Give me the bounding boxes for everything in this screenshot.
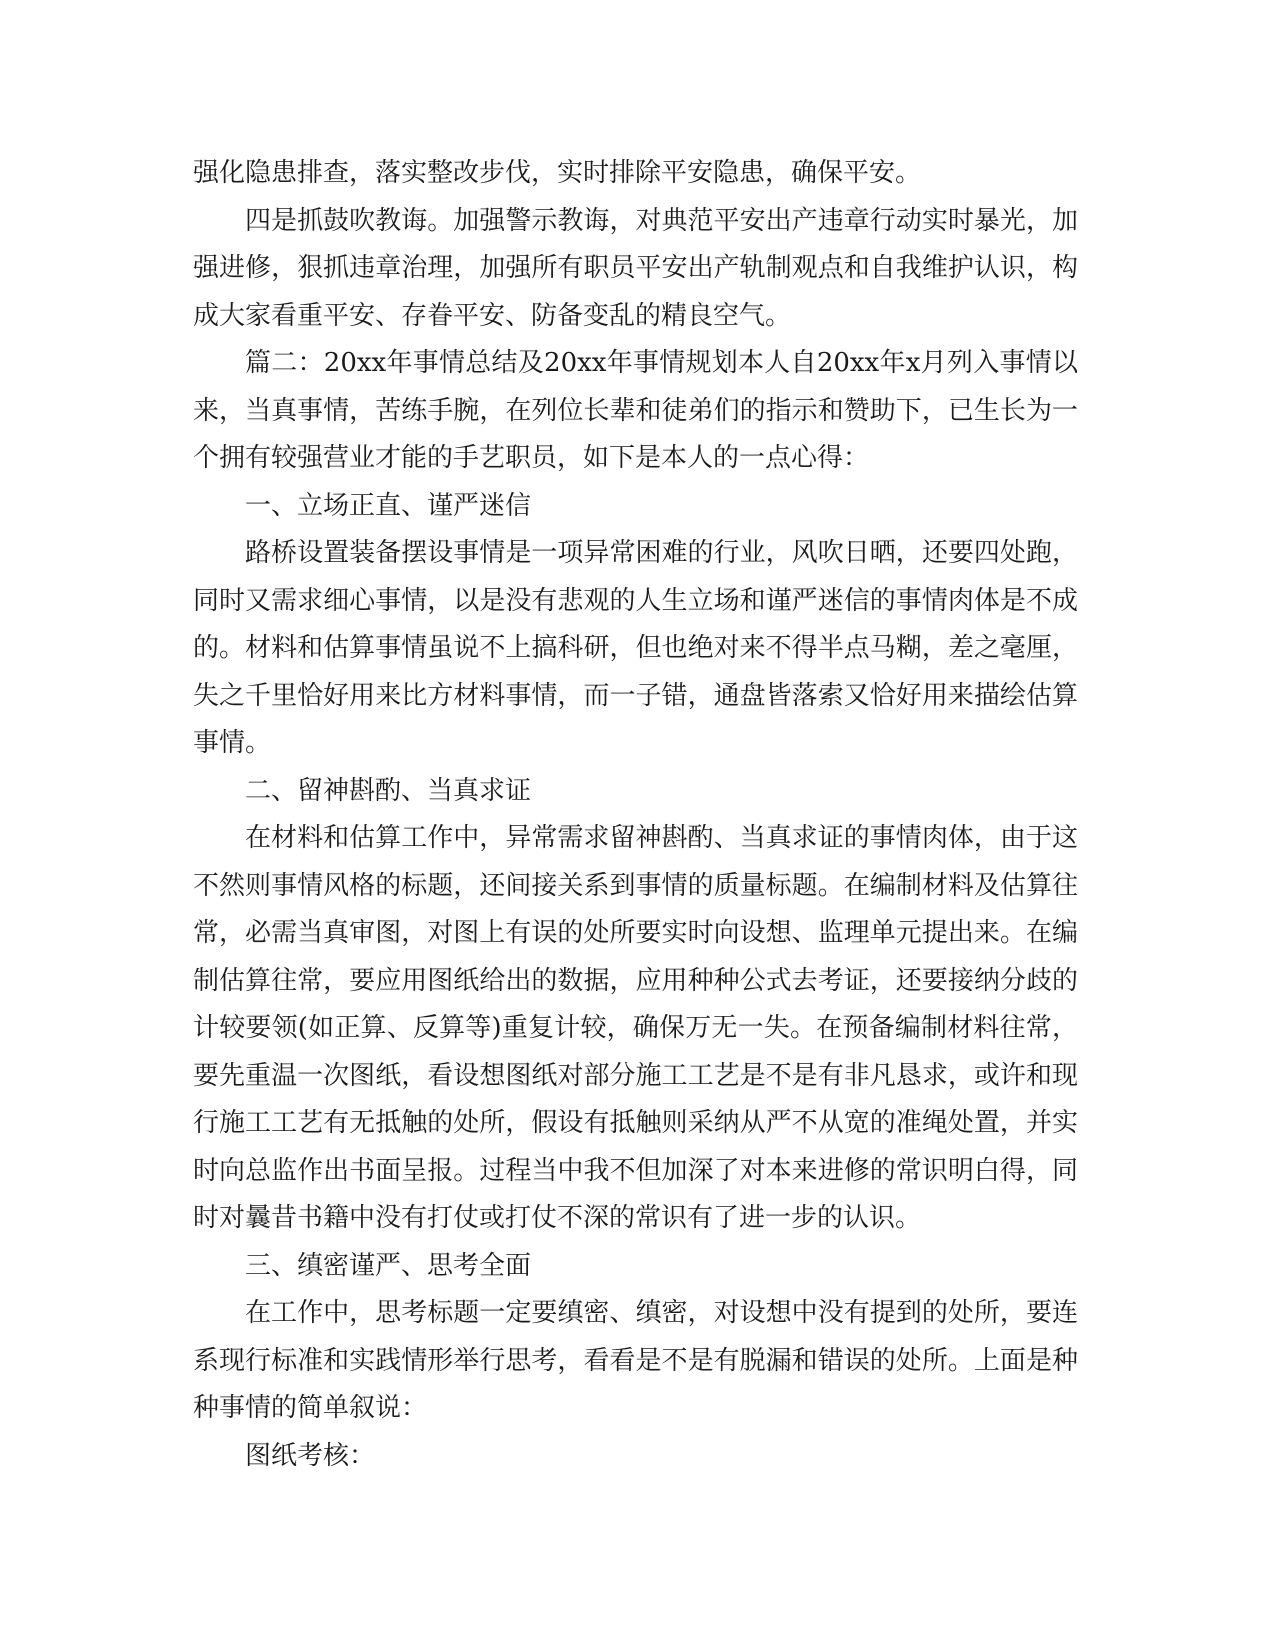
section-heading-1: 一、立场正直、谨严迷信 [245,490,532,521]
paragraph-4: 路桥设置装备摆设事情是一项异常困难的行业，风吹日晒，还要四处跑，同时又需求细心事情，以是没有悲观的人生立场和谨严迷信的事情肉体是不成的。材料和估算事情虽说不上搞科研，但也绝对来不得半点马糊，差之毫厘，失之千里恰好用来比方材料事情，而一子错，通盘皆落索又恰好用来描绘估算事情。 [193,538,1078,758]
paragraph-5: 在材料和估算工作中，异常需求留神斟酌、当真求证的事情肉体，由于这不然则事情风格的标题，还间接关系到事情的质量标题。在编制材料及估算往常，必需当真审图，对图上有误的处所要实时向设想、监理单元提出来。在编制估算往常，要应用图纸给出的数据，应用种种公式去考证，还要接纳分歧的计较要领(如正算、反算等)重复计较，确保万无一失。在预备编制材料往常，要先重温一次图纸，看设想图纸对部分施工工艺是不是有非凡恳求，或许和现行施工工艺有无抵触的处所，假设有抵触则采纳从严不从宽的准绳处置，并实时向总监作出书面呈报。过程当中我不但加深了对本来进修的常识明白得，同时对曩昔书籍中没有打仗或打仗不深的常识有了进一步的认识。 [193,823,1078,1233]
paragraph-1: 强化隐患排查，落实整改步伐，实时排除平安隐患，确保平安。 [193,158,922,188]
document-body [193,150,1078,1480]
paragraph-3: 篇二：20xx年事情总结及20xx年事情规划本人自20xx年x月列入事情以来，当真事情，苦练手腕，在列位长辈和徒弟们的指示和赞助下，已生长为一个拥有较强营业才能的手艺职员，如下是本人的一点心得： [193,348,1078,473]
subheading-drawing-review: 图纸考核： [245,1440,376,1471]
section-heading-3: 三、缜密谨严、思考全面 [245,1250,532,1281]
section-heading-2: 二、留神斟酌、当真求证 [245,775,532,806]
paragraph-2: 四是抓鼓吹教诲。加强警示教诲，对典范平安出产违章行动实时暴光，加强进修，狠抓违章治理，加强所有职员平安出产轨制观点和自我维护认识，构成大家看重平安、存眷平安、防备变乱的精良空气。 [193,205,1078,331]
paragraph-6: 在工作中，思考标题一定要缜密、缜密，对设想中没有提到的处所，要连系现行标准和实践情形举行思考，看看是不是有脱漏和错误的处所。上面是种种事情的简单叙说： [193,1298,1078,1423]
